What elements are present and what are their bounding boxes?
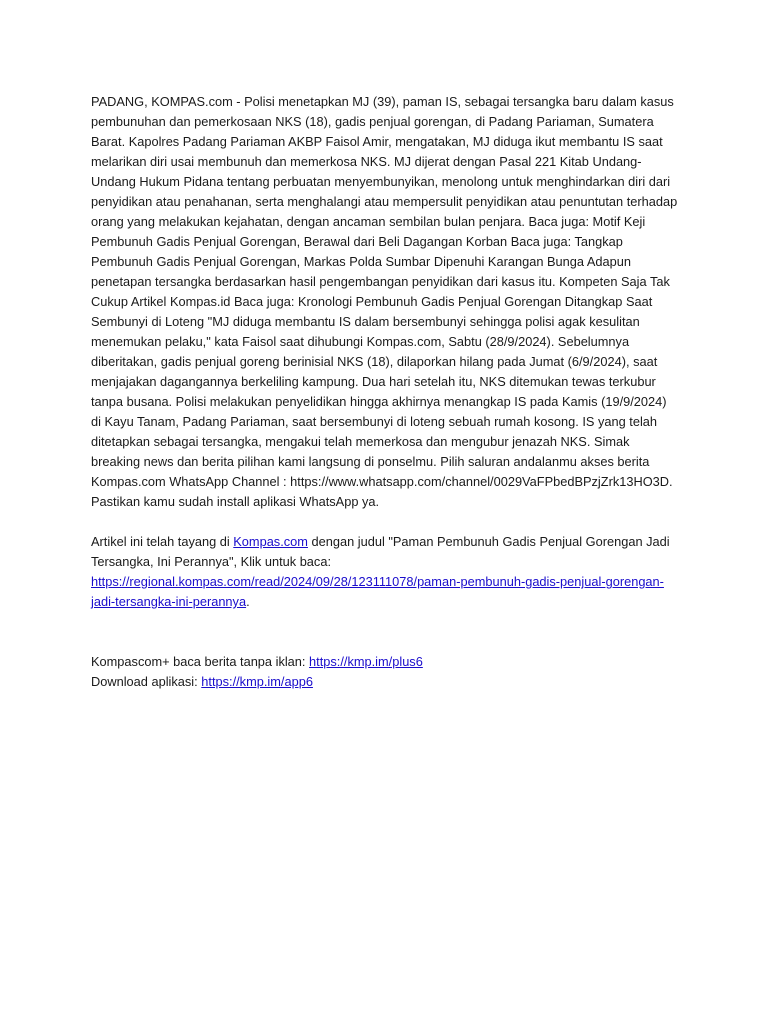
attribution-title-text: dengan judul "Paman Pembunuh Gadis Penjual Gorengan Jadi Tersangka, Ini Perannya", Klik untuk baca: [91,534,670,569]
download-app-link[interactable]: https://kmp.im/app6 [201,674,313,689]
plus-subscription-link[interactable]: https://kmp.im/plus6 [309,654,423,669]
kompas-site-link[interactable]: Kompas.com [233,534,308,549]
promo-app-label: Download aplikasi: [91,674,202,689]
promo-plus-line [91,652,679,672]
article-url-link[interactable]: https://regional.kompas.com/read/2024/09/28/123111078/paman-pembunuh-gadis-penjual-gorengan-jadi-tersangka-ini-perannya [91,574,664,609]
attribution-paragraph [91,532,679,612]
document-page [91,92,679,692]
article-body: PADANG, KOMPAS.com - Polisi menetapkan MJ (39), paman IS, sebagai tersangka baru dalam kasus pembunuhan dan pemerkosaan NKS (18), gadis penjual gorengan, di Padang Pariaman, Sumatera Barat. Kapolres Padang Pariaman AKBP Faisol Amir, mengatakan, MJ diduga ikut membantu IS saat melarikan diri usai membunuh dan memerkosa NKS. MJ dijerat dengan Pasal 221 Kitab Undang-Undang Hukum Pidana tentang perbuatan menyembunyikan, menolong untuk menghindarkan diri dari penyidikan atau penahanan, serta menghalangi atau mempersulit penyidikan atau penuntutan terhadap orang yang melakukan kejahatan, dengan ancaman sembilan bulan penjara. Baca juga: Motif Keji Pembunuh Gadis Penjual Gorengan, Berawal dari Beli Dagangan Korban Baca juga: Tangkap Pembunuh Gadis Penjual Gorengan, Markas Polda Sumbar Dipenuhi Karangan Bunga Adapun penetapan tersangka berdasarkan hasil pengembangan penyidikan dari kasus itu. Kompeten Saja Tak Cukup Artikel Kompas.id Baca juga: Kronologi Pembunuh Gadis Penjual Gorengan Ditangkap Saat Sembunyi di Loteng "MJ diduga membantu IS dalam bersembunyi sehingga polisi agak kesulitan menemukan pelaku," kata Faisol saat dihubungi Kompas.com, Sabtu (28/9/2024). Sebelumnya diberitakan, gadis penjual goreng berinisial NKS (18), dilaporkan hilang pada Jumat (6/9/2024), saat menjajakan dagangannya berkeliling kampung. Dua hari setelah itu, NKS ditemukan tewas terkubur tanpa busana. Polisi melakukan penyelidikan hingga akhirnya menangkap IS pada Kamis (19/9/2024) di Kayu Tanam, Padang Pariaman, saat bersembunyi di loteng sebuah rumah kosong. IS yang telah ditetapkan sebagai tersangka, mengakui telah memerkosa dan mengubur jenazah NKS. Simak breaking news dan berita pilihan kami langsung di ponselmu. Pilih saluran andalanmu akses berita Kompas.com WhatsApp Channel : https://www.whatsapp.com/channel/0029VaFPbedBPzjZrk13HO3D. Pastikan kamu sudah install aplikasi WhatsApp ya. [91,94,678,509]
promo-app-line [91,672,679,692]
attribution-prefix: Artikel ini telah tayang di [91,534,234,549]
promo-plus-label: Kompascom+ baca berita tanpa iklan: [91,654,310,669]
attribution-suffix: . [246,594,250,609]
